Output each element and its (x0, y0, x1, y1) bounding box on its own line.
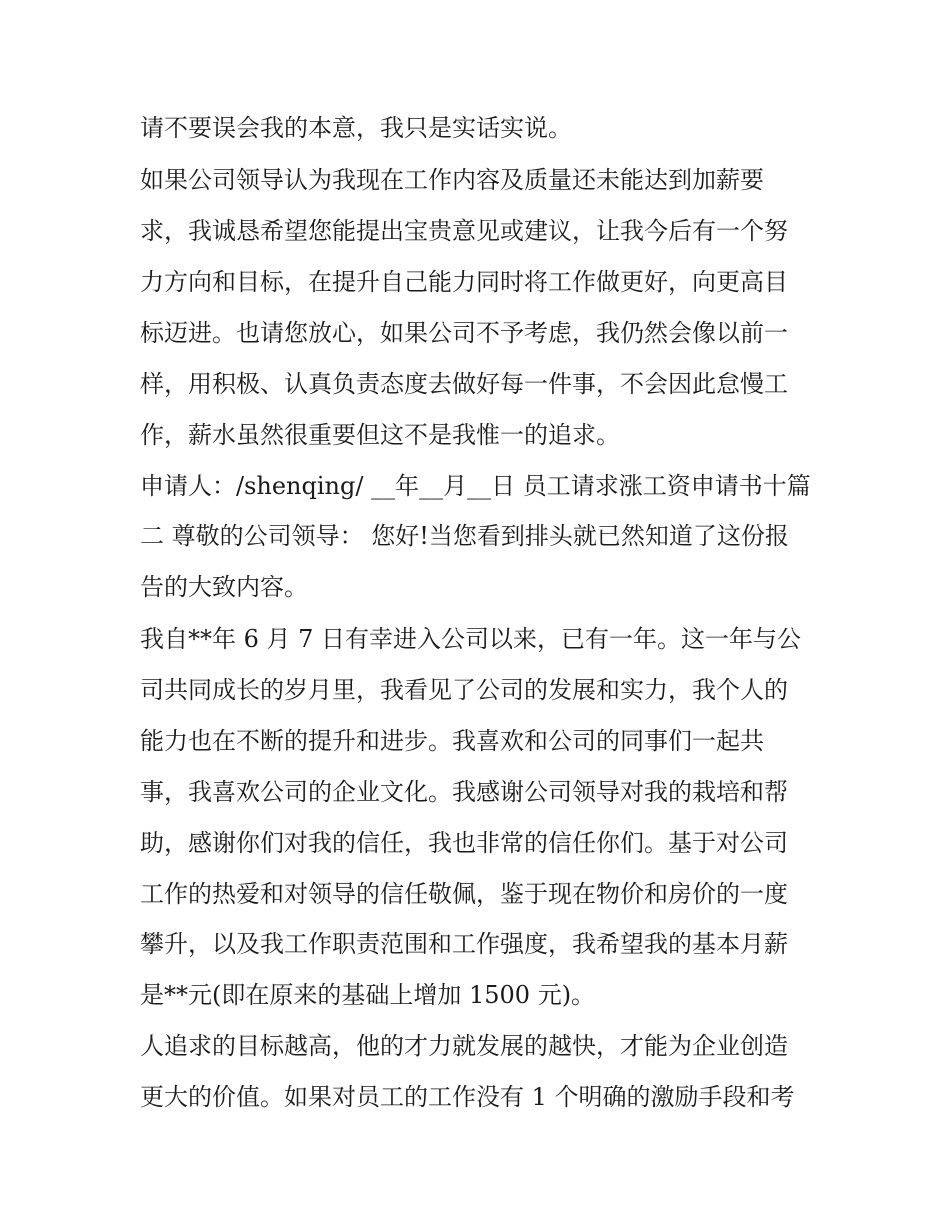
paragraph-line: 我自**年 6 月 7 日有幸进入公司以来，已有一年。这一年与公 (140, 625, 802, 653)
paragraph-line: 标迈进。也请您放心，如果公司不予考虑，我仍然会像以前一 (140, 319, 788, 347)
paragraph-line: 请不要误会我的本意，我只是实话实说。 (140, 114, 572, 142)
paragraph-line: 司共同成长的岁月里，我看见了公司的发展和实力，我个人的 (140, 676, 788, 704)
paragraph-line: 作，薪水虽然很重要但这不是我惟一的追求。 (140, 421, 620, 449)
paragraph-line: 求，我诚恳希望您能提出宝贵意见或建议，让我今后有一个努 (140, 217, 788, 245)
paragraph-line: 告的大致内容。 (140, 573, 308, 601)
signature-line: 申请人：/shenqing/ __年__月__日 员工请求涨工资申请书十篇 (140, 472, 811, 500)
paragraph-line: 能力也在不断的提升和进步。我喜欢和公司的同事们一起共 (140, 727, 764, 755)
paragraph-line: 攀升，以及我工作职责范围和工作强度，我希望我的基本月薪 (140, 930, 788, 958)
paragraph-line: 助，感谢你们对我的信任，我也非常的信任你们。基于对公司 (140, 829, 788, 857)
paragraph-line: 事，我喜欢公司的企业文化。我感谢公司领导对我的栽培和帮 (140, 778, 788, 806)
paragraph-line: 力方向和目标，在提升自己能力同时将工作做更好，向更高目 (140, 268, 788, 296)
paragraph-line: 更大的价值。如果对员工的工作没有 1 个明确的激励手段和考 (140, 1083, 795, 1111)
paragraph-line: 二 尊敬的公司领导： 您好!当您看到排头就已然知道了这份报 (140, 522, 789, 550)
paragraph-line: 样，用积极、认真负责态度去做好每一件事，不会因此怠慢工 (140, 370, 788, 398)
paragraph-line: 是**元(即在原来的基础上增加 1500 元)。 (140, 981, 596, 1009)
paragraph-line: 如果公司领导认为我现在工作内容及质量还未能达到加薪要 (140, 166, 764, 194)
paragraph-line: 人追求的目标越高，他的才力就发展的越快，才能为企业创造 (140, 1032, 788, 1060)
paragraph-line: 工作的热爱和对领导的信任敬佩，鉴于现在物价和房价的一度 (140, 880, 788, 908)
